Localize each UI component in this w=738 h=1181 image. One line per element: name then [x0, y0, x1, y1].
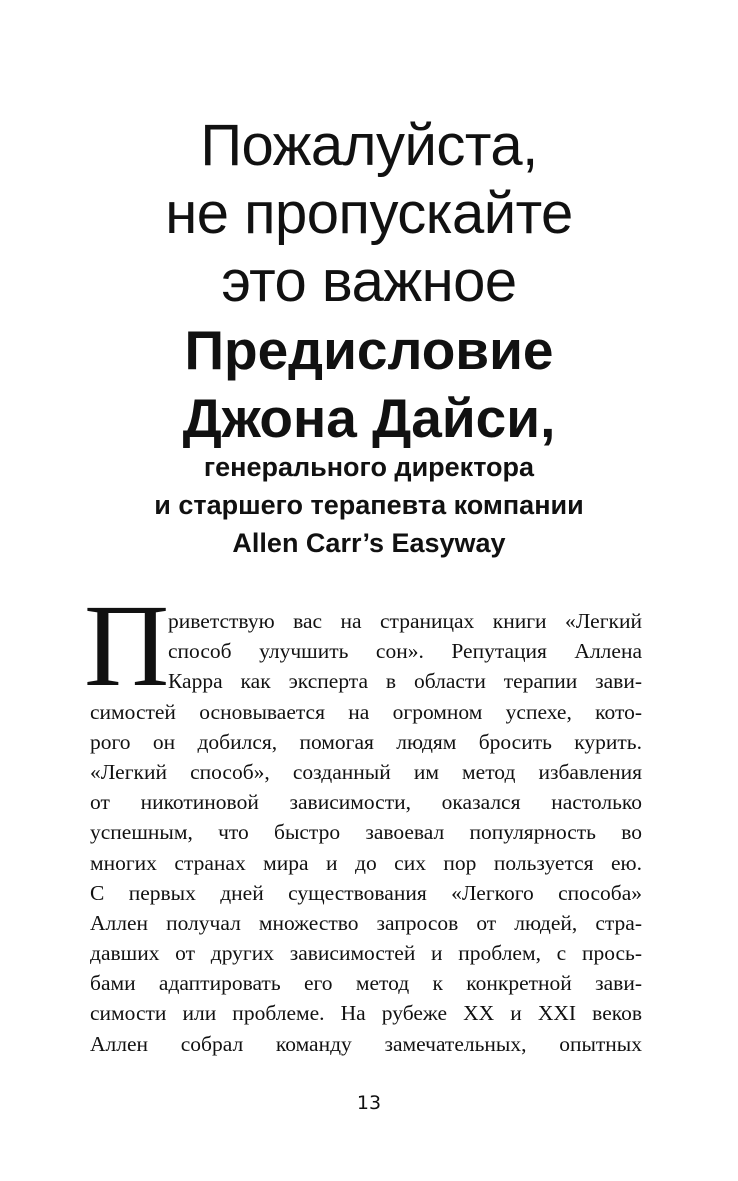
- heading-title-line-1: Предисловие: [184, 319, 554, 381]
- body-line: успешным, что быстро завоевал популярность во: [90, 820, 642, 845]
- body-line: симости или проблеме. На рубеже XX и XXI веков: [90, 1001, 642, 1026]
- heading-intro-line-2: не пропускайте: [165, 181, 573, 246]
- heading-intro: [0, 112, 738, 316]
- page-number: 13: [356, 1092, 382, 1114]
- heading-intro-line-1: Пожалуйста,: [200, 113, 538, 178]
- body-line: симостей основывается на огромном успехе, кото-: [90, 699, 642, 724]
- body-line: Аллен получал множество запросов от людей, стра-: [90, 910, 642, 935]
- body-line: рого он добился, помогая людям бросить курить.: [90, 729, 642, 754]
- body-line: бами адаптировать его метод к конкретной зави-: [90, 971, 642, 996]
- drop-cap: П: [84, 580, 170, 711]
- heading-title-line-2: Джона Дайси,: [182, 387, 556, 449]
- heading-intro-line-3: это важное: [221, 249, 517, 314]
- body-line: Карра как эксперта в области терапии зави-: [168, 669, 642, 694]
- heading-subtitle-line-1: генерального директора: [203, 452, 535, 482]
- heading-title: [0, 316, 738, 452]
- body-line: «Легкий способ», созданный им метод избавления: [90, 759, 642, 784]
- body-line: от никотиновой зависимости, оказался настолько: [90, 790, 642, 815]
- heading-subtitle-line-3: Allen Carr’s Easyway: [232, 528, 506, 558]
- body-line: Аллен собрал команду замечательных, опытных: [90, 1031, 642, 1056]
- body-line: С первых дней существования «Легкого способа»: [90, 880, 642, 905]
- body-line: способ улучшить сон». Репутация Аллена: [168, 639, 642, 664]
- body-paragraph: [90, 606, 642, 1059]
- heading-subtitle: [0, 448, 738, 562]
- body-line: риветствую вас на страницах книги «Легкий: [168, 609, 642, 633]
- body-line: давших от других зависимостей и проблем, с прось-: [90, 941, 642, 966]
- heading-subtitle-line-2: и старшего терапевта компании: [154, 490, 584, 520]
- body-line: многих странах мира и до сих пор пользуется ею.: [90, 850, 642, 875]
